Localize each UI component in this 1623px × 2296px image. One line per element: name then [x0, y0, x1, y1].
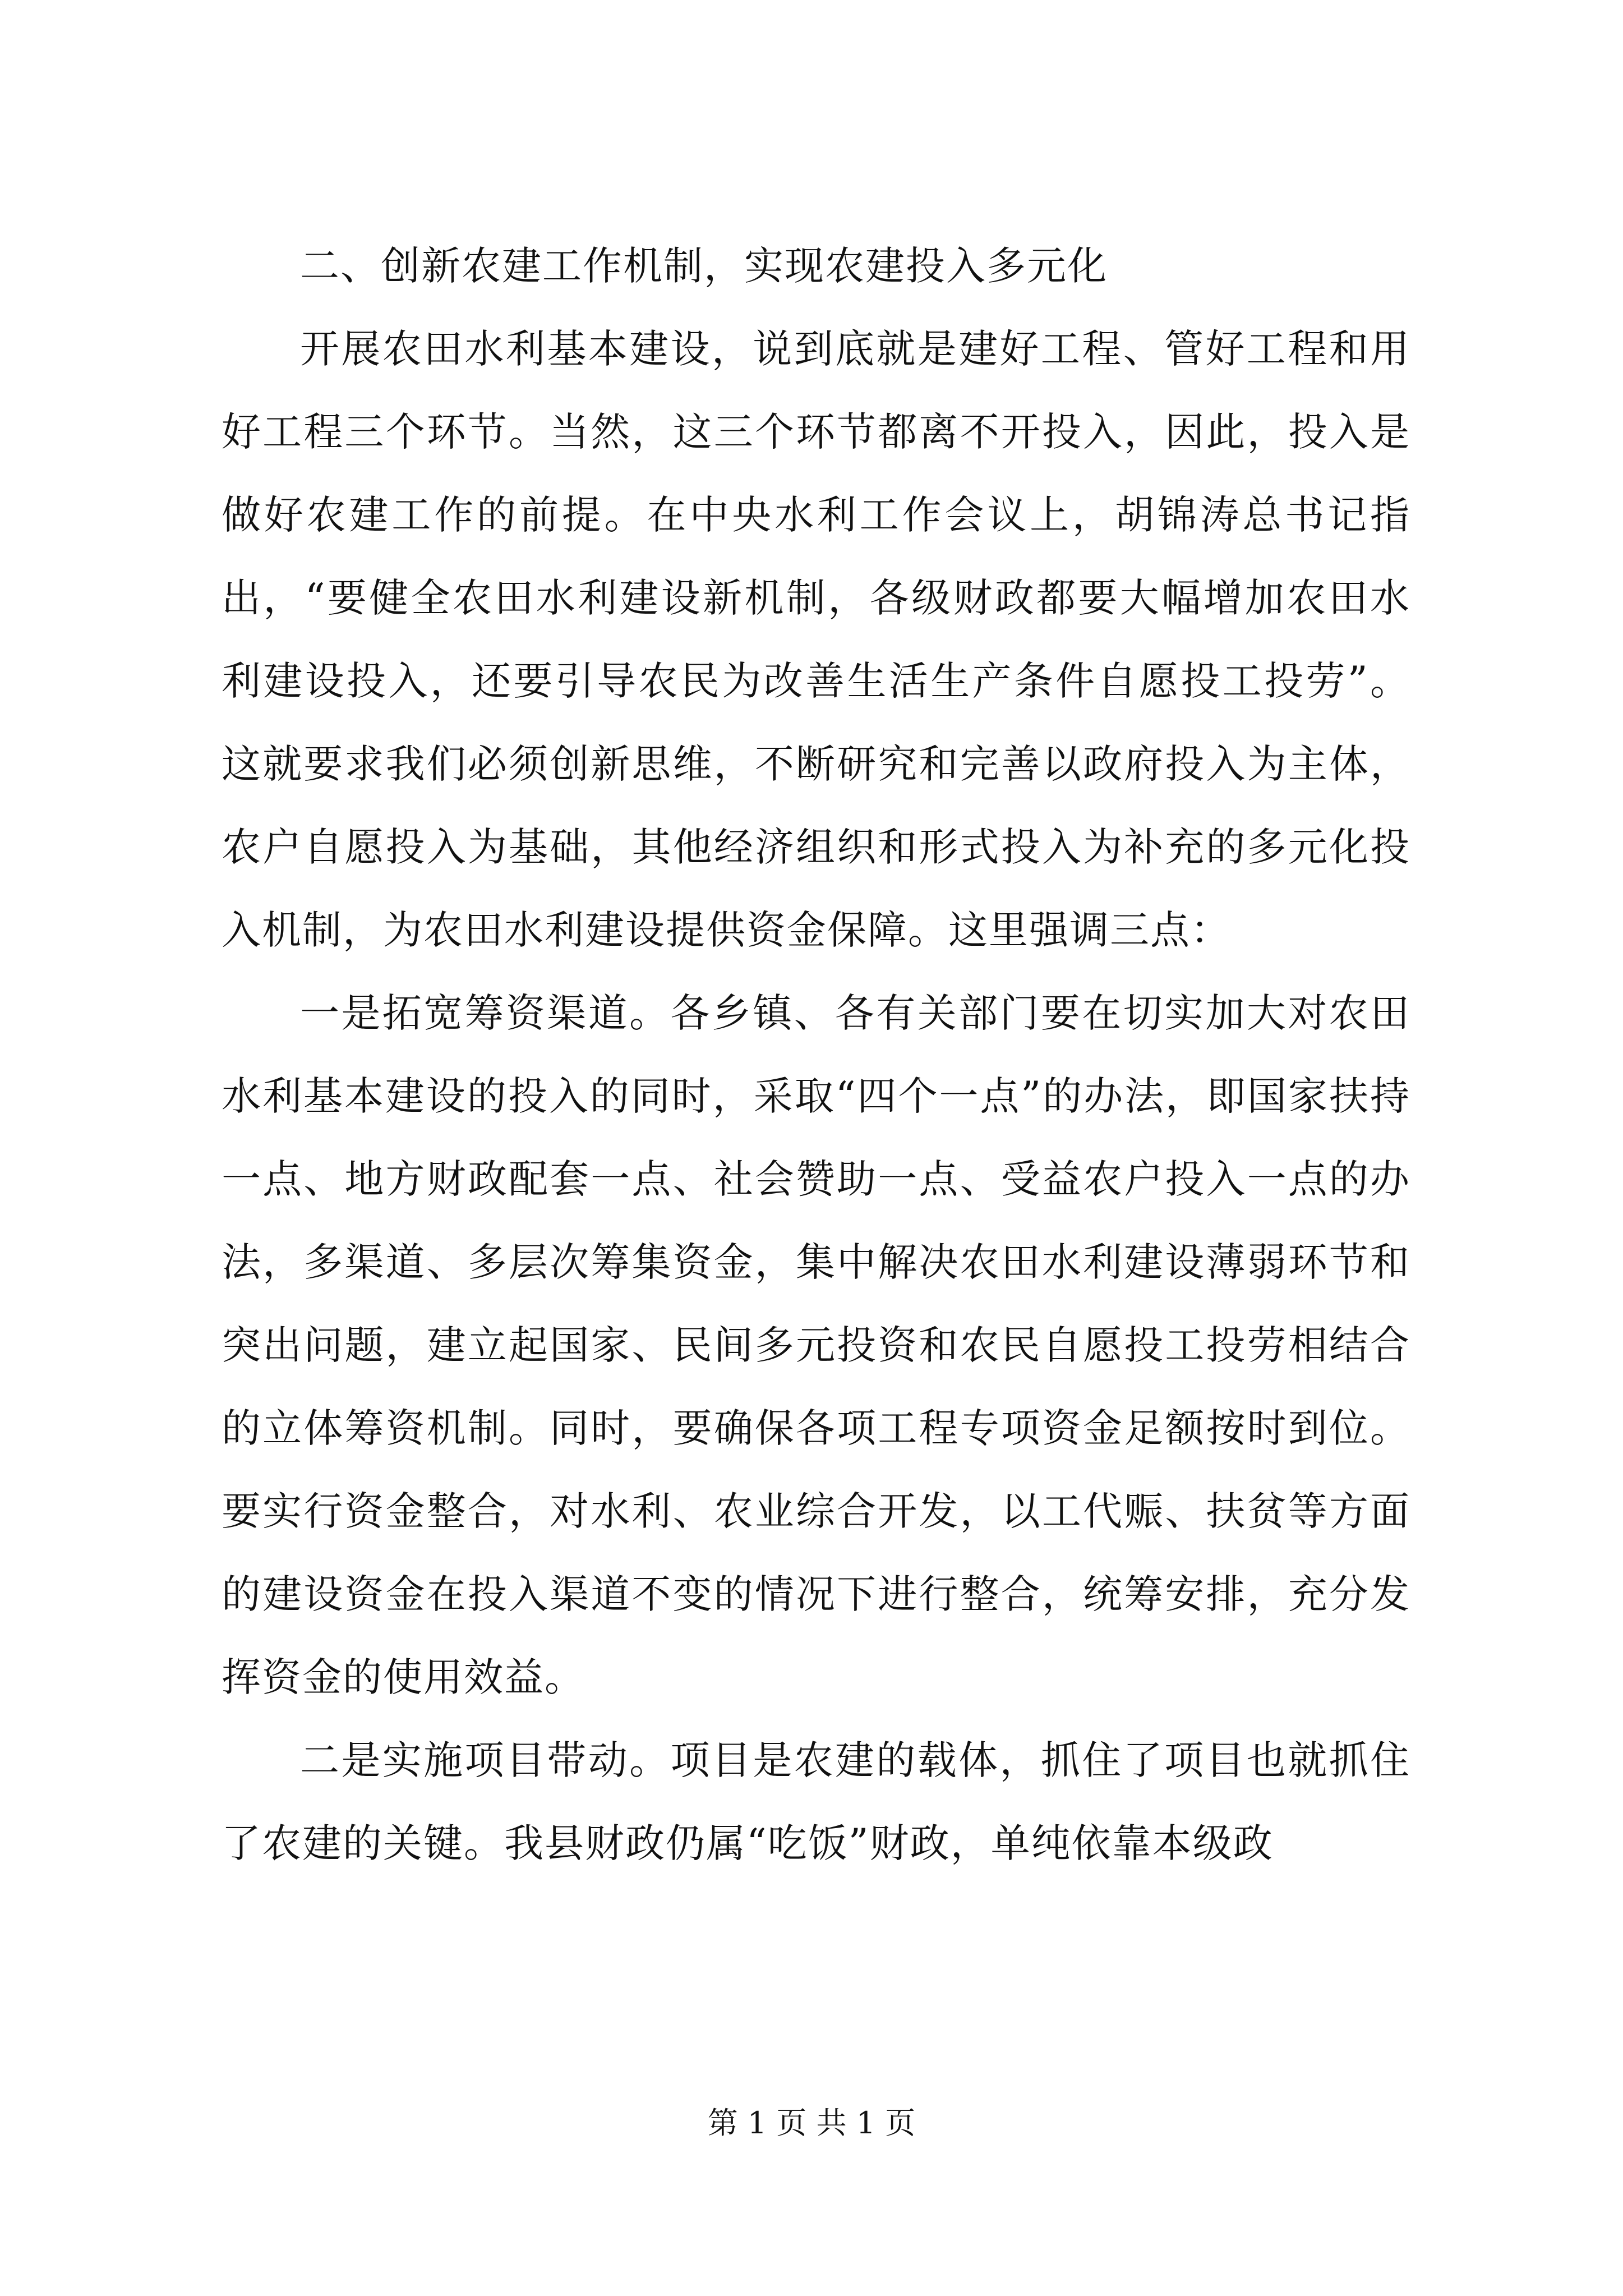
document-body — [222, 224, 1410, 1885]
page-footer: 第 1 页 共 1 页 — [707, 2105, 916, 2141]
paragraph-point-two: 二是实施项目带动。项目是农建的载体，抓住了项目也就抓住了农建的关键。我县财政仍属“吃饭”财政，单纯依靠本级政 — [222, 1737, 1410, 1866]
paragraph-point-one: 一是拓宽筹资渠道。各乡镇、各有关部门要在切实加大对农田水利基本建设的投入的同时，采取“四个一点”的办法，即国家扶持一点、地方财政配套一点、社会赞助一点、受益农户投入一点的办法，多渠道、多层次筹集资金，集中解决农田水利建设薄弱环节和突出问题，建立起国家、民间多元投资和农民自愿投工投劳相结合的立体筹资机制。同时，要确保各项工程专项资金足额按时到位。要实行资金整合，对水利、农业综合开发，以工代赈、扶贫等方面的建设资金在投入渠道不变的情况下进行整合，统筹安排，充分发挥资金的使用效益。 — [222, 990, 1410, 1700]
section-heading: 二、创新农建工作机制，实现农建投入多元化 — [300, 243, 1108, 289]
paragraph-intro: 开展农田水利基本建设，说到底就是建好工程、管好工程和用好工程三个环节。当然，这三个环节都离不开投入，因此，投入是做好农建工作的前提。在中央水利工作会议上，胡锦涛总书记指出，“要健全农田水利建设新机制，各级财政都要大幅增加农田水利建设投入，还要引导农民为改善生活生产条件自愿投工投劳”。这就要求我们必须创新思维，不断研究和完善以政府投入为主体，农户自愿投入为基础，其他经济组织和形式投入为补充的多元化投入机制，为农田水利建设提供资金保障。这里强调三点： — [222, 326, 1410, 953]
